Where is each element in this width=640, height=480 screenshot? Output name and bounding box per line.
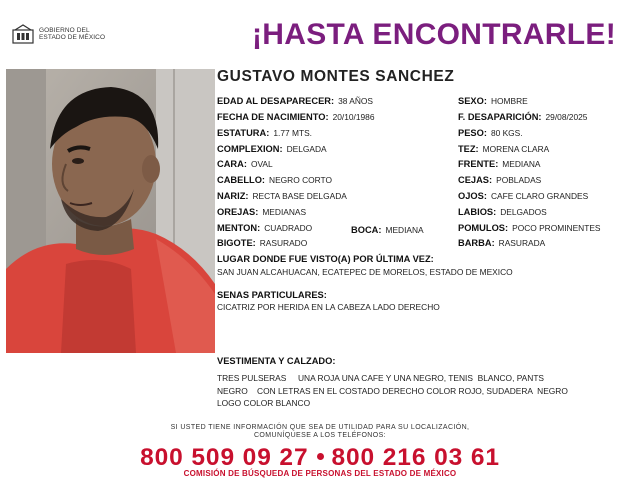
field-value: CAFE CLARO GRANDES — [490, 191, 589, 201]
field-cejas — [458, 174, 541, 186]
contact-note-line-1: SI USTED TIENE INFORMACIÓN QUE SEA DE UTILIDAD PARA SU LOCALIZACIÓN, — [170, 424, 470, 431]
field-value: 20/10/1986 — [332, 112, 375, 122]
field-value: CUADRADO — [264, 223, 313, 233]
field-value: 38 AÑOS — [338, 96, 374, 106]
field-value: MEDIANAS — [262, 207, 307, 217]
field-cara — [217, 158, 273, 170]
clothing-line-2: NEGRO CON LETRAS EN EL COSTADO DERECHO COLOR ROJO, SUDADERA NEGRO — [217, 386, 568, 396]
commission-name: COMISIÓN DE BÚSQUEDA DE PERSONAS DEL ESTADO DE MÉXICO — [183, 469, 457, 478]
field-ojos — [458, 190, 588, 202]
field-tez — [458, 143, 549, 155]
field-cabello — [217, 174, 332, 186]
field-value: RASURADO — [259, 238, 308, 248]
field-label: EDAD AL DESAPARECER: — [217, 96, 335, 106]
marks-title: SENAS PARTICULARES: — [217, 290, 327, 300]
field-menton — [217, 222, 312, 234]
field-label: TEZ: — [458, 144, 479, 154]
field-value: 1.77 MTS. — [273, 128, 312, 138]
field-nariz — [217, 190, 347, 202]
field-bigote — [217, 237, 307, 249]
field-value: MEDIANA — [502, 159, 541, 169]
field-value: DELGADOS — [500, 207, 547, 217]
field-label: OREJAS: — [217, 207, 259, 217]
field-complexion — [217, 143, 327, 155]
field-value: MORENA CLARA — [482, 144, 550, 154]
field-estatura — [217, 127, 312, 139]
clothing-line-3: LOGO COLOR BLANCO — [217, 398, 311, 408]
field-labios — [458, 206, 547, 218]
field-label: BARBA: — [458, 238, 495, 248]
field-value: RASURADA — [498, 238, 546, 248]
phone-number-2[interactable]: 800 216 03 61 — [331, 444, 500, 471]
field-peso — [458, 127, 523, 139]
field-value: OVAL — [250, 159, 273, 169]
logo-line-2: ESTADO DE MÉXICO — [39, 34, 106, 41]
field-label: POMULOS: — [458, 223, 509, 233]
marks-text: CICATRIZ POR HERIDA EN LA CABEZA LADO DERECHO — [217, 302, 440, 312]
field-label: BIGOTE: — [217, 238, 256, 248]
logo-line-1: GOBIERNO DEL — [39, 27, 90, 34]
field-orejas — [217, 206, 306, 218]
field-barba — [458, 237, 545, 249]
phone-numbers — [0, 444, 640, 472]
government-logo — [12, 22, 122, 46]
contact-note-line-2: COMUNÍQUESE A LOS TELÉFONOS: — [253, 432, 387, 439]
field-label: BOCA: — [351, 225, 382, 235]
field-value: RECTA BASE DELGADA — [252, 191, 347, 201]
last-seen-text: SAN JUAN ALCAHUACAN, ECATEPEC DE MORELOS, ESTADO DE MEXICO — [217, 267, 513, 277]
field-desaparicion — [458, 111, 587, 123]
field-label: FRENTE: — [458, 159, 499, 169]
field-label: COMPLEXION: — [217, 144, 283, 154]
field-value: POCO PROMINENTES — [512, 223, 601, 233]
field-boca — [351, 224, 424, 236]
field-label: ESTATURA: — [217, 128, 270, 138]
clothing-line-1: TRES PULSERAS UNA ROJA UNA CAFE Y UNA NEGRO, TENIS BLANCO, PANTS — [217, 373, 545, 383]
field-frente — [458, 158, 540, 170]
field-label: CABELLO: — [217, 175, 266, 185]
field-value: POBLADAS — [496, 175, 542, 185]
field-sexo — [458, 95, 528, 107]
field-label: CARA: — [217, 159, 247, 169]
field-nacimiento — [217, 111, 374, 123]
field-label: NARIZ: — [217, 191, 249, 201]
field-value: 80 KGS. — [490, 128, 523, 138]
field-label: LABIOS: — [458, 207, 497, 217]
clothing-title: VESTIMENTA Y CALZADO: — [217, 356, 336, 366]
field-label: PESO: — [458, 128, 487, 138]
separator-dot — [317, 453, 324, 460]
field-value: HOMBRE — [490, 96, 528, 106]
field-edad — [217, 95, 373, 107]
field-label: FECHA DE NACIMIENTO: — [217, 112, 329, 122]
field-label: CEJAS: — [458, 175, 493, 185]
field-label: F. DESAPARICIÓN: — [458, 112, 542, 122]
field-value: 29/08/2025 — [545, 112, 588, 122]
contact-note — [0, 424, 640, 440]
person-photo-illustration — [6, 69, 215, 353]
field-value: NEGRO CORTO — [269, 175, 333, 185]
field-value: DELGADA — [286, 144, 327, 154]
field-pomulos — [458, 222, 601, 234]
state-seal-icon — [12, 23, 34, 45]
field-label: OJOS: — [458, 191, 487, 201]
field-label: SEXO: — [458, 96, 487, 106]
person-name: GUSTAVO MONTES SANCHEZ — [217, 68, 455, 85]
person-photo — [6, 69, 215, 353]
headline: ¡HASTA ENCONTRARLE! — [252, 18, 617, 51]
field-label: MENTON: — [217, 223, 261, 233]
last-seen-title: LUGAR DONDE FUE VISTO(A) POR ÚLTIMA VEZ: — [217, 254, 434, 264]
phone-number-1[interactable]: 800 509 09 27 — [140, 444, 309, 471]
field-value: MEDIANA — [385, 225, 424, 235]
